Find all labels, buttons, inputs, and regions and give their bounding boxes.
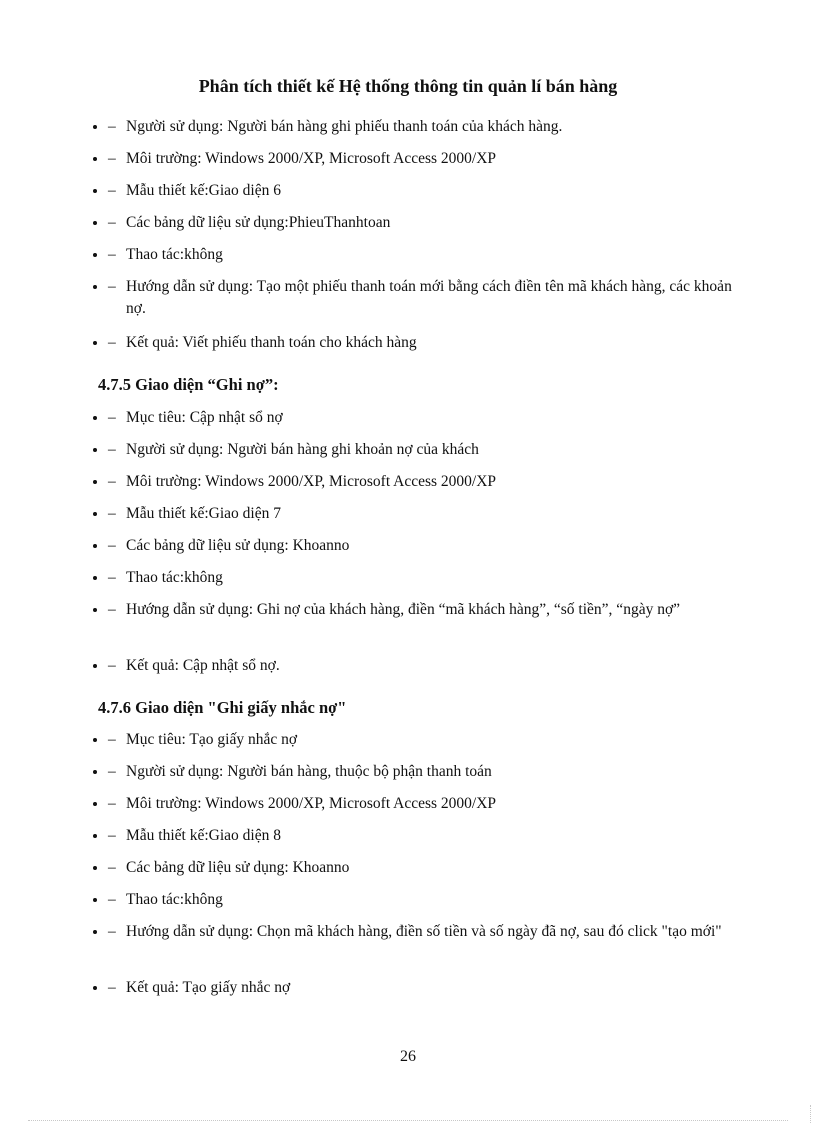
bullet-dash: • –	[108, 214, 116, 231]
list-item-text: Môi trường: Windows 2000/XP, Microsoft Access 2000/XP	[126, 150, 497, 167]
bullet-dash: • –	[108, 859, 116, 876]
bullet-dash: • –	[108, 601, 116, 618]
list-item	[108, 439, 748, 461]
list-item	[108, 212, 748, 234]
list-item-text: Thao tác:không	[126, 569, 223, 586]
list-item	[108, 655, 748, 677]
bullet-dash: • –	[108, 731, 116, 748]
bullet-dash: • –	[108, 827, 116, 844]
list-item	[108, 116, 748, 138]
list-item-text: Các bảng dữ liệu sử dụng: Khoanno	[126, 859, 350, 876]
list-item	[108, 825, 748, 847]
list-item	[108, 567, 748, 589]
list-item	[108, 332, 748, 354]
bullet-dash: • –	[108, 763, 116, 780]
bullet-dash: • –	[108, 537, 116, 554]
list-item-text: Kết quả: Viết phiếu thanh toán cho khách hàng	[126, 334, 417, 351]
list-item-text: Mẫu thiết kế:Giao diện 6	[126, 182, 281, 199]
page-bottom-rule	[28, 1120, 788, 1121]
bullet-dash: • –	[108, 473, 116, 490]
list-item-text: Môi trường: Windows 2000/XP, Microsoft Access 2000/XP	[126, 795, 497, 812]
section-heading-4-7-5: 4.7.5 Giao diện “Ghi nợ”:	[98, 375, 279, 394]
bullet-dash: • –	[108, 246, 116, 263]
list-item	[108, 148, 748, 170]
page-right-rule	[810, 1105, 811, 1123]
list-item-text: Thao tác:không	[126, 246, 223, 263]
bullet-dash: • –	[108, 441, 116, 458]
list-item	[108, 599, 748, 621]
list-item	[108, 503, 748, 525]
bullet-dash: • –	[108, 657, 116, 674]
list-item	[108, 471, 748, 493]
list-item	[108, 857, 748, 879]
bullet-dash: • –	[108, 979, 116, 996]
list-item	[108, 977, 748, 999]
bullet-dash: • –	[108, 505, 116, 522]
bullet-dash: • –	[108, 569, 116, 586]
list-item	[108, 180, 748, 202]
list-item	[108, 407, 748, 429]
bullet-dash: • –	[108, 182, 116, 199]
list-item-text: Hướng dẫn sử dụng: Ghi nợ của khách hàng, điền “mã khách hàng”, “số tiền”, “ngày nợ”	[126, 601, 681, 618]
list-item	[108, 793, 748, 815]
list-item	[108, 276, 748, 320]
list-item-text: Các bảng dữ liệu sử dụng: Khoanno	[126, 537, 350, 554]
bullet-dash: • –	[108, 923, 116, 940]
list-item-text: Các bảng dữ liệu sử dụng:PhieuThanhtoan	[126, 214, 391, 231]
list-item	[108, 535, 748, 557]
bullet-dash: • –	[108, 409, 116, 426]
list-item-text: Mẫu thiết kế:Giao diện 8	[126, 827, 281, 844]
list-item-text: Mục tiêu: Tạo giấy nhắc nợ	[126, 731, 298, 748]
list-item-text: Người sử dụng: Người bán hàng, thuộc bộ phận thanh toán	[126, 763, 492, 780]
list-item-text: Mẫu thiết kế:Giao diện 7	[126, 505, 281, 522]
list-item	[108, 889, 748, 911]
list-item	[108, 244, 748, 266]
page-number: 26	[400, 1048, 416, 1065]
list-item	[108, 921, 748, 943]
list-item-text: Hướng dẫn sử dụng: Tạo một phiếu thanh toán mới bằng cách điền tên mã khách hàng, các khoản nợ.	[126, 278, 732, 317]
list-item-text: Hướng dẫn sử dụng: Chọn mã khách hàng, điền số tiền và số ngày đã nợ, sau đó click "tạo mới"	[126, 923, 722, 940]
bullet-dash: • –	[108, 795, 116, 812]
list-item-text: Người sử dụng: Người bán hàng ghi phiếu thanh toán của khách hàng.	[126, 118, 563, 135]
page-header-title: Phân tích thiết kế Hệ thống thông tin quản lí bán hàng	[198, 76, 618, 96]
list-item	[108, 761, 748, 783]
list-item-text: Mục tiêu: Cập nhật sổ nợ	[126, 409, 283, 426]
list-item-text: Kết quả: Cập nhật sổ nợ.	[126, 657, 280, 674]
list-item-text: Kết quả: Tạo giấy nhắc nợ	[126, 979, 291, 996]
bullet-dash: • –	[108, 278, 116, 295]
list-item-text: Môi trường: Windows 2000/XP, Microsoft Access 2000/XP	[126, 473, 497, 490]
list-item-text: Người sử dụng: Người bán hàng ghi khoản nợ của khách	[126, 441, 479, 458]
bullet-dash: • –	[108, 118, 116, 135]
bullet-dash: • –	[108, 150, 116, 167]
list-item-text: Thao tác:không	[126, 891, 223, 908]
list-item	[108, 729, 748, 751]
section-heading-4-7-6: 4.7.6 Giao diện "Ghi giấy nhắc nợ"	[98, 698, 347, 717]
bullet-dash: • –	[108, 334, 116, 351]
bullet-dash: • –	[108, 891, 116, 908]
